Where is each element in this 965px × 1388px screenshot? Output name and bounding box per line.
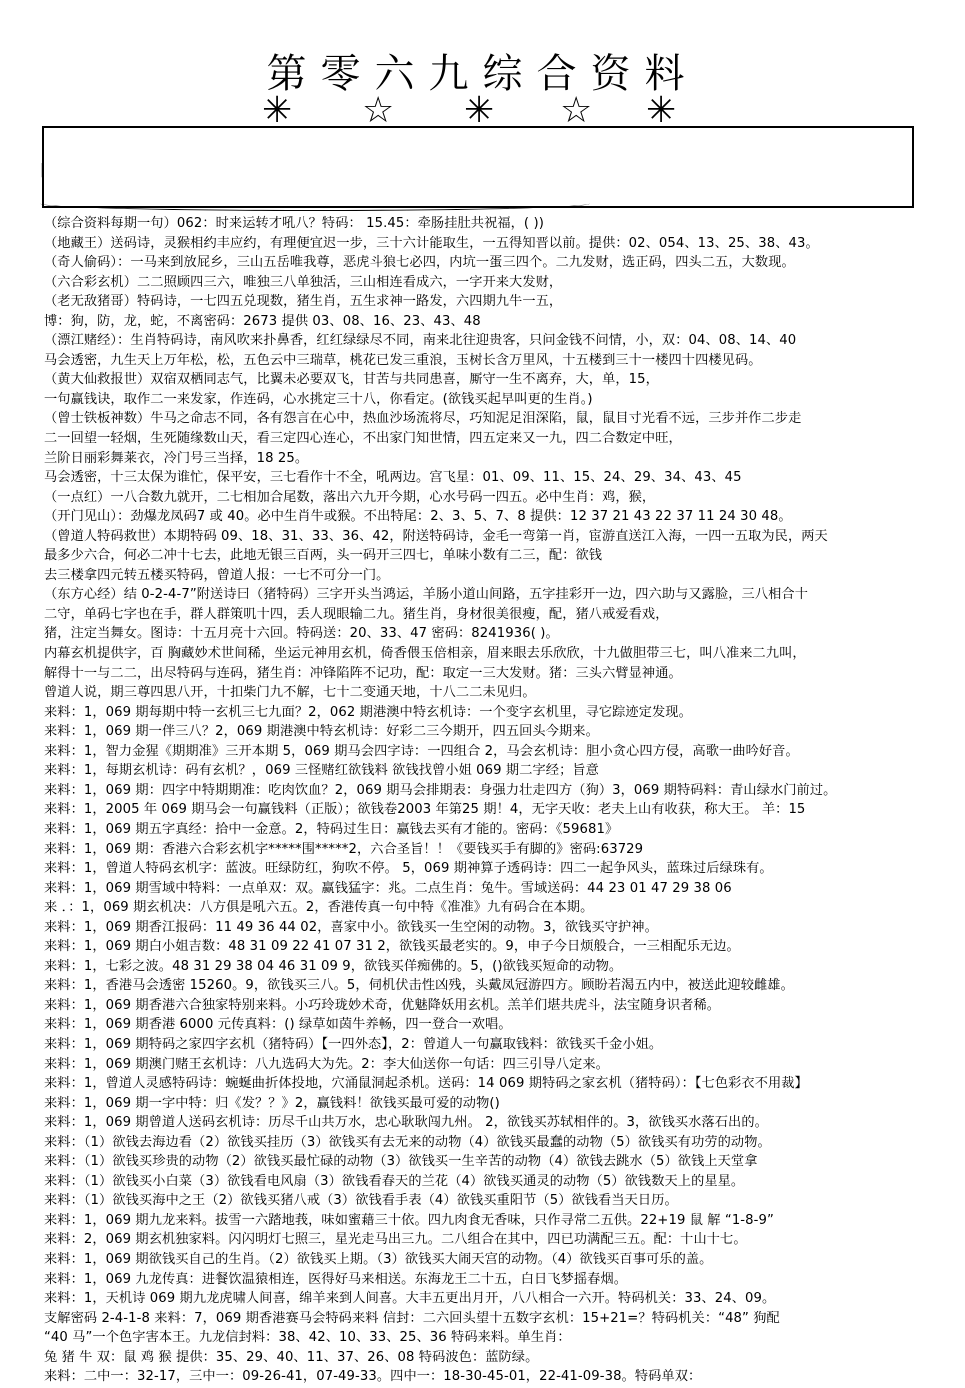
text-line: 去三楼拿四元转五楼买特码，曾道人报：一七不可分一门。 [44,567,390,583]
text-line: 马会透密，九生天上万年松，松，五色云中三瑞草，桃花已发三重浪，玉树长含万里风，十五楼到三十一楼四十四楼见码。 [44,352,762,368]
text-line: （地藏王）送码诗，灵猴相约丰应约，有理便宜迟一步，三十六计能取生，一五得知晋以前。提供：02、054、13、25、38、43。 [44,235,819,251]
asterisk-star-icon: ✳ [646,90,677,131]
text-line: （综合资料每期一句）062：时来运转才吼八？特码： 15.45：牵肠挂肚共祝福，( )) [44,216,544,231]
text-line: 来料：1，069 期一字中特：归《发？？》2，赢钱料！欲钱买最可爱的动物() [44,1095,500,1111]
text-line: 二守，单码七字也在手，群人群策叽十四，丢人现眼输二九。猪生肖，身材很美很瘦，配，猪八戒爱看戏， [44,606,669,622]
text-line: （曾士铁板神数）牛马之命志不同，各有怨言在心中，热血沙场流将尽，巧知泥足泪深陷，鼠，鼠目寸光看不远，三步并作二步走 [44,411,802,427]
text-line: 兰阶日丽彩舞莱衣，冷门号三当择，18 25。 [44,450,309,466]
text-line: 内幕玄机提供字，百 胸藏妙术世间稀，坐运元神用玄机，倚香偎玉倍相亲，眉来眼去乐欣欣，十九做胆带三七，叫八准来二九叫， [44,646,806,662]
text-line: 来 ．：1，069 期玄机决：八方俱是吼六五。2，香港传真一句中特《准准》九有码合在本期。 [44,900,594,916]
text-line: 来料：1，069 期白小姐吉数：48 31 09 22 41 07 31 2，欲钱买最老实的。9，申子今日烦般合，一三相配乐无边。 [44,939,740,955]
asterisk-star-icon: ✳ [464,90,495,131]
text-line: （曾道人特码救世）本期特码 09、18、31、33、36、42，附送特码诗，金毛一弯第一肖，宦游直送江入海，一四一五取为民，两天 [44,528,828,544]
bracket-arc [40,196,590,211]
text-line: 来料：1，069 期欲钱买自己的生肖。（2）欲钱买上期。（3）欲钱买大闹天宫的动物。（4）欲钱买百事可乐的盖。 [44,1251,713,1267]
text-line: （东方心经）结 0-2-4-7”附送诗曰（猪特码）三字开头当鸿运，羊肠小道山间路，五字挂彩开一边，四六助与又露脸，三八相合十 [44,587,808,603]
text-line: 来料：1，069 期香港 6000 元传真料：() 绿草如茵牛养畅，四一登合一欢唱。 [44,1017,512,1033]
text-line: 支解密码 2-4-1-8 来料：7，069 期香港赛马会特码来料 信封：二六回头望十五数字玄机：15+21=？特码机关：“48” 狗配 [44,1310,780,1326]
text-line: （奇人偷码）：一马来到放屁乡，三山五岳唯我尊，恶虎斗狼七必四，内坑一蛋三四个。二九发财，选正码，四头二五，大数现。 [44,255,795,271]
text-line: 二一回望一轻烟，生死随缘数山天，看三定四心连心，不出家门知世情，四五定来又一九，四二合数定中旺， [44,431,682,447]
text-line: 兔 猪 牛 双：鼠 鸡 猴 提供：35、29、40、11、37、26、08 特码波色：蓝防绿。 [44,1349,539,1365]
text-line: 来料：1，069 期：四字中特期期准：吃肉饮血？2，069 期马会排期表：身强力壮走四方（狗）3，069 期特码料：青山绿水门前过。 [44,782,837,798]
page-title: 第零六九综合资料 [266,51,699,97]
asterisk-star-icon: ✳ [262,90,293,131]
text-line: 来料：1，069 期九龙来料。拔雪一六踏地莪，味如蜜藉三十依。四九肉食无香味，只作寻常二五供。22+19 鼠 解 “1-8-9” [44,1212,774,1228]
text-line: 来料：1，069 期五字真经：拾中一金意。2，特码过生日：赢钱去买有才能的。密码：《59681》 [44,821,619,837]
text-line: （黄大仙救报世）双宿双栖同志气，比翼未必要双飞，甘苦与共同患喜，厮守一生不离弃，大，单，15， [44,372,659,388]
text-line: 来料：1，七彩之波。48 31 29 38 04 46 31 09 9，欲钱买佯痴佛的。5，()欲钱买短命的动物。 [44,958,623,974]
text-line: 一句赢钱诀，取作二一来发家，作连码，心水挑定三十八，你看定。(欲钱买起早叫更的生肖。) [44,391,593,407]
text-body [44,214,949,1387]
text-line: 曾道人说，期三尊四思八开，十扣柴门九不解，七十二变通天地，十八二二未见归。 [44,685,536,701]
text-line: 解得十一与二二，出尽特码与连码，猪生肖：冲锋陷阵不记功，配：取定一三大发财。猪：三头六臂显神通。 [44,665,682,681]
text-line: 来料：1，曾道人特码玄机字：蓝波。旺绿防红，狗吹不停。 5，069 期神算子透码诗：四二一起争风头，蓝珠过后绿珠有。 [44,861,773,877]
text-line: 来料：1，069 期香江报码：11 49 36 44 02，喜家中小。欲钱买一生空闲的动物。3，欲钱买守护神。 [44,919,658,935]
text-line: 来料：1，069 期特码之家四字玄机（猪特码）【一四外态】，2：曾道人一句赢取钱料：欲钱买千金小姐。 [44,1036,663,1052]
text-line: （六合彩玄机）二二照顾四三六，唯独三八单独活，三山相连看成六，一字开来大发财， [44,274,563,290]
text-line: 来料：1，069 期香港六合独家特别来料。小巧玲珑妙术奇，优魅降妖用玄机。羔羊们堪共虎斗，法宝随身识者稀。 [44,997,721,1013]
text-line: 来料：1，069 期一伴三八？2，069 期港澳中特玄机诗：好彩二三今期开，四五回头今期来。 [44,724,599,740]
text-line: （一点红）一八合数九就开，二七相加合尾数，落出六九开今期，心水号码一四五。必中生肖：鸡，猴， [44,489,656,505]
text-line: 来料：1，每期玄机诗：码有玄机？，069 三怪赌红欲钱料 欲钱找曾小姐 069 期二字经；旨意 [44,763,599,779]
text-line: “40 马”一个色字害本王。九龙信封料：38、42、10、33、25、36 特码来料。单生肖： [44,1330,571,1346]
text-line: 博：狗，防，龙，蛇，不离密码：2673 提供 03、08、16、23、43、48 [44,313,481,329]
outline-star-icon: ☆ [362,90,395,131]
text-line: 来料：2，069 期玄机独家料。闪闪明灯七照三，星光走马出三九。二八组合在其中，四已功满配三五。配：十山十七。 [44,1232,747,1248]
text-line: 来料：（1）欲钱买珍贵的动物（2）欲钱买最忙碌的动物（3）欲钱买一生辛苦的动物（4）欲钱去跳水（5）欲钱上天堂拿 [44,1154,758,1170]
text-line: 最多少六合，何必二冲十七去，此地无银三百两，头一码开三四七，单味小数有二三，配：欲钱 [44,548,603,564]
text-line: （漂江赌经）：生肖特码诗，南风吹来扑鼻香，红红绿绿尽不同，南来北往迎贵客，只问金钱不问情，小，双：04、08、14、40 [44,333,797,349]
text-line: 来料：1，香港马会透密 15260。9，欲钱买三八。5，伺机伏击性凶残，头戴凤冠游四方。顾盼若渴五内中，被送此迎较雌雄。 [44,978,794,994]
text-line: 来料：1，069 期曾道人送码玄机诗：历尽千山共万水，忠心耿耿闯九州。 2，欲钱买苏轼相伴的。3，欲钱买水落石出的。 [44,1115,768,1131]
outline-star-icon: ☆ [560,90,593,131]
text-line: 来料：1，069 九龙传真：进餐饮温猿相连，医得好马来相送。东海龙王二十五，白日飞梦摇春烟。 [44,1271,628,1287]
box-mark: | [40,162,45,178]
text-line: （开门见山）：劲爆龙凤码7 或 40。必中生肖牛或猴。不出特尾：2、3、5、7、8 提供：12 37 21 43 22 37 11 24 30 48。 [44,509,792,525]
text-line: 来料：二中一：32-17，三中一：09-26-41，07-49-33。四中一：18-30-45-01，22-41-09-38。特码单双： [44,1369,702,1385]
text-line: 来料：（1）欲钱去海边看（2）欲钱买挂历（3）欲钱买有去无来的动物（4）欲钱买最蠢的动物（5）欲钱买有功劳的动物。 [44,1134,771,1150]
text-line: 来料：1，069 期每期中特一玄机三七九面？2，062 期港澳中特玄机诗：一个变字玄机里，寻它踪迹定发现。 [44,704,692,720]
text-line: 马会透密，十三太保为谁忙，保平安，三七看作十不全，吼两边。宫飞星：01、09、11、15、24、29、34、43、45 [44,470,742,486]
text-line: 来料：1，069 期澳门赌王玄机诗：八九选码大为先。2：李大仙送你一句话：四三引导八定来。 [44,1056,609,1072]
text-line: 来料：1，069 期：香港六合彩玄机字*****围*****2，六合圣旨！！《要钱买手有脚的》密码:63729 [44,841,644,857]
text-line: 来料：1，智力金猩《期期准》三开本期 5，069 期马会四字诗：一四组合 2，马会玄机诗：胆小贪心四方侵，高歌一曲吟好音。 [44,743,799,759]
text-line: 来料：1，2005 年 069 期马会一句赢钱料（正版）；欲钱卷2003 年第25 期！4，无字天收：老夫上山有收获，称大王。 羊：15 [44,802,806,818]
text-line: 来料：（1）欲钱买小白菜（3）欲钱看电风扇（3）欲钱看春天的兰花（4）欲钱买通灵的动物（5）欲钱数天上的星星。 [44,1173,745,1189]
text-line: 来料：1，069 期雪域中特料：一点单双：双。赢钱猛字：兆。二点生肖：兔牛。雪域送码：44 23 01 47 29 38 06 [44,880,732,896]
text-line: （老无敌猪哥）特码诗，一七四五兑现数，猪生肖，五生求神一路发，六四期九牛一五， [44,294,563,310]
text-line: 来料：1，天机诗 069 期九龙虎啸人间喜，绵羊来到人间喜。大丰五更出月开，八八相合一六开。特码机关：33、24、09。 [44,1291,776,1307]
text-line: 来料：1，曾道人灵感特码诗：蜿蜒曲折体投地，穴涌鼠洞起杀机。送码：14 069 期特码之家玄机（猪特码）：【七色彩衣不用裁】 [44,1076,808,1092]
text-line: 猪，注定当舞女。图诗：十五月亮十六回。特码送：20、33、47 密码：8241936( )。 [44,626,559,642]
text-line: 来料：（1）欲钱买海中之王（2）欲钱买猪八戒（3）欲钱看手表（4）欲钱买重阳节（5）欲钱看当天日历。 [44,1193,678,1209]
